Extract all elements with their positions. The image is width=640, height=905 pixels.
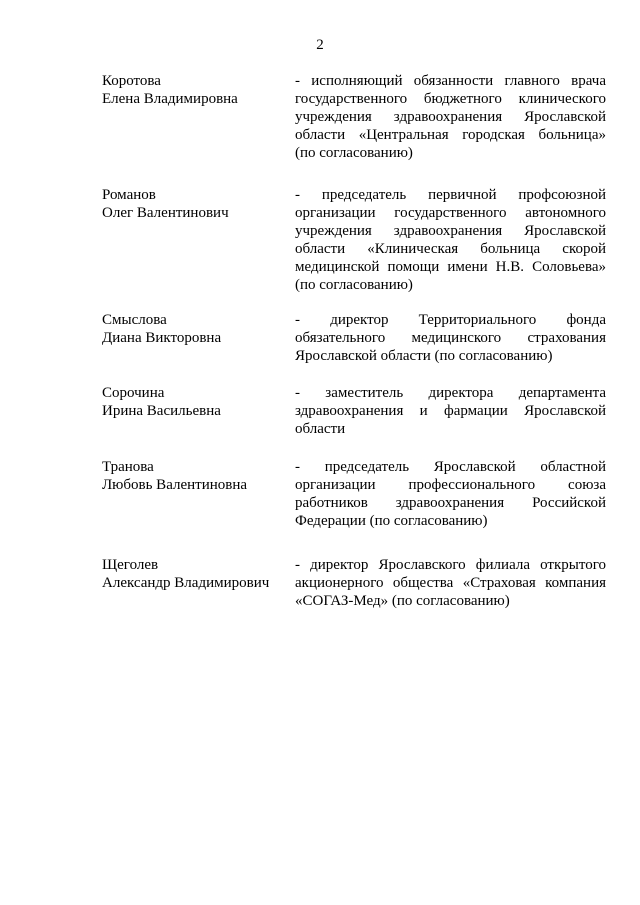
position-line: обязательного медицинского страхования bbox=[295, 330, 606, 346]
list-item bbox=[102, 556, 606, 610]
list-item bbox=[102, 72, 606, 162]
position-line: «СОГАЗ-Мед» (по согласованию) bbox=[295, 593, 510, 609]
page-number: 2 bbox=[316, 37, 324, 53]
member-surname: Транова bbox=[102, 459, 154, 475]
member-given-names: Олег Валентинович bbox=[102, 205, 229, 221]
member-list bbox=[102, 72, 606, 634]
list-item bbox=[102, 384, 606, 438]
member-position bbox=[295, 556, 606, 610]
position-line: области bbox=[295, 421, 346, 437]
position-line: - председатель первичной профсоюзной bbox=[295, 187, 606, 203]
position-line: области «Центральная городская больница» bbox=[295, 127, 606, 143]
member-name bbox=[102, 458, 295, 530]
member-given-names: Ирина Васильевна bbox=[102, 403, 221, 419]
position-line: Федерации (по согласованию) bbox=[295, 513, 488, 529]
position-line: (по согласованию) bbox=[295, 277, 413, 293]
position-line: - исполняющий обязанности главного врача bbox=[295, 73, 606, 89]
position-line: медицинской помощи имени Н.В. Соловьева» bbox=[295, 259, 606, 275]
member-position bbox=[295, 311, 606, 365]
position-line: учреждения здравоохранения Ярославской bbox=[295, 109, 606, 125]
position-line: работников здравоохранения Российской bbox=[295, 495, 606, 511]
member-surname: Щеголев bbox=[102, 557, 159, 573]
position-line: акционерного общества «Страховая компания bbox=[295, 575, 606, 591]
member-surname: Сорочина bbox=[102, 385, 165, 401]
list-item bbox=[102, 186, 606, 294]
member-name bbox=[102, 556, 295, 610]
member-name bbox=[102, 384, 295, 438]
member-surname: Коротова bbox=[102, 73, 161, 89]
position-line: - председатель Ярославской областной bbox=[295, 459, 606, 475]
member-given-names: Любовь Валентиновна bbox=[102, 477, 248, 493]
position-line: здравоохранения и фармации Ярославской bbox=[295, 403, 606, 419]
list-item bbox=[102, 458, 606, 530]
position-line: государственного бюджетного клинического bbox=[295, 91, 606, 107]
position-line: - заместитель директора департамента bbox=[295, 385, 606, 401]
member-position bbox=[295, 186, 606, 294]
position-line: организации профессионального союза bbox=[295, 477, 606, 493]
member-name bbox=[102, 72, 295, 162]
member-given-names: Александр Владимирович bbox=[102, 575, 270, 591]
position-line: учреждения здравоохранения Ярославской bbox=[295, 223, 606, 239]
position-line: области «Клиническая больница скорой bbox=[295, 241, 606, 257]
position-line: организации государственного автономного bbox=[295, 205, 606, 221]
position-line: - директор Территориального фонда bbox=[295, 312, 606, 328]
member-given-names: Диана Викторовна bbox=[102, 330, 222, 346]
member-name bbox=[102, 186, 295, 294]
member-position bbox=[295, 458, 606, 530]
member-given-names: Елена Владимировна bbox=[102, 91, 238, 107]
position-line: (по согласованию) bbox=[295, 145, 413, 161]
position-line: Ярославской области (по согласованию) bbox=[295, 348, 553, 364]
member-surname: Романов bbox=[102, 187, 156, 203]
member-position bbox=[295, 384, 606, 438]
member-surname: Смыслова bbox=[102, 312, 167, 328]
member-position bbox=[295, 72, 606, 162]
position-line: - директор Ярославского филиала открытого bbox=[295, 557, 606, 573]
list-item bbox=[102, 311, 606, 365]
member-name bbox=[102, 311, 295, 365]
